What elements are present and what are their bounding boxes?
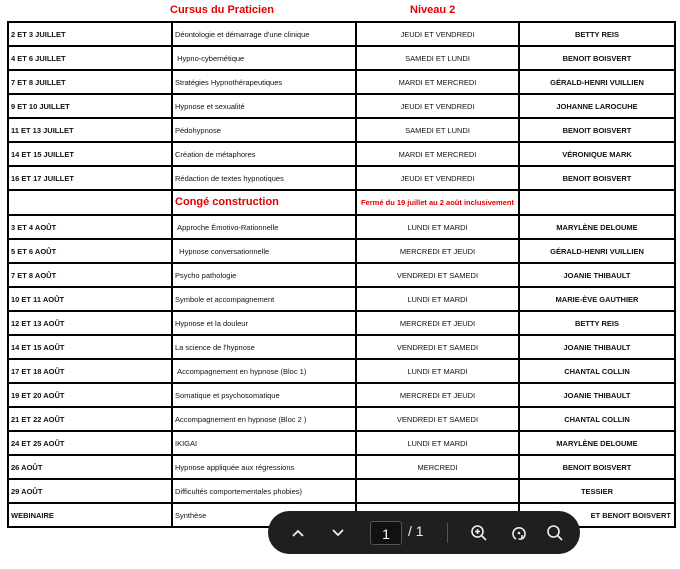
teacher-cell: VÉRONIQUE MARK [519, 142, 675, 166]
course-cell: Symbole et accompagnement [172, 287, 356, 311]
date-cell: 7 ET 8 JUILLET [8, 70, 172, 94]
teacher-cell: MARYLÈNE DELOUME [519, 431, 675, 455]
course-cell: Stratégies Hypnothérapeutiques [172, 70, 356, 94]
course-cell: Hypnose conversationnelle [172, 239, 356, 263]
date-cell: 29 AOÛT [8, 479, 172, 503]
schedule-table [7, 21, 676, 528]
date-cell: 7 ET 8 AOÛT [8, 263, 172, 287]
teacher-cell: BENOIT BOISVERT [519, 118, 675, 142]
course-cell: Création de métaphores [172, 142, 356, 166]
date-cell: 21 ET 22 AOÛT [8, 407, 172, 431]
zoom-in-icon[interactable] [468, 521, 490, 545]
date-cell: 2 ET 3 JUILLET [8, 22, 172, 46]
date-cell: 26 AOÛT [8, 455, 172, 479]
teacher-cell: BETTY REIS [519, 311, 675, 335]
page-total: / 1 [408, 523, 424, 539]
days-cell: VENDREDI ET SAMEDI [356, 263, 519, 287]
date-cell: 19 ET 20 AOÛT [8, 383, 172, 407]
days-cell: JEUDI ET VENDREDI [356, 22, 519, 46]
rotate-icon[interactable] [508, 521, 530, 545]
days-cell: VENDREDI ET SAMEDI [356, 407, 519, 431]
date-cell: 14 ET 15 JUILLET [8, 142, 172, 166]
table-row [8, 335, 675, 359]
table-row [8, 455, 675, 479]
date-cell: 24 ET 25 AOÛT [8, 431, 172, 455]
date-cell: WEBINAIRE [8, 503, 172, 527]
teacher-cell: CHANTAL COLLIN [519, 359, 675, 383]
date-cell: 9 ET 10 JUILLET [8, 94, 172, 118]
days-cell: MARDI ET MERCREDI [356, 70, 519, 94]
course-cell: Synthèse [172, 503, 356, 527]
teacher-cell: BENOIT BOISVERT [519, 46, 675, 70]
teacher-cell: GÉRALD-HENRI VUILLIEN [519, 239, 675, 263]
document-title: Cursus du Praticien [170, 4, 274, 16]
date-cell: 16 ET 17 JUILLET [8, 166, 172, 190]
course-cell: La science de l'hypnose [172, 335, 356, 359]
date-cell: 4 ET 6 JUILLET [8, 46, 172, 70]
teacher-cell [519, 190, 675, 215]
course-cell: Congé construction [172, 190, 356, 215]
course-cell: Accompagnement en hypnose (Bloc 2 ) [172, 407, 356, 431]
teacher-cell: GÉRALD-HENRI VUILLIEN [519, 70, 675, 94]
chevron-up-icon[interactable] [288, 521, 308, 545]
teacher-cell: TESSIER [519, 479, 675, 503]
days-cell: LUNDI ET MARDI [356, 359, 519, 383]
days-cell: MARDI ET MERCREDI [356, 142, 519, 166]
teacher-cell: BENOIT BOISVERT [519, 455, 675, 479]
search-icon[interactable] [544, 521, 566, 545]
days-cell: VENDREDI ET SAMEDI [356, 335, 519, 359]
teacher-cell: ET BENOIT BOISVERT [519, 503, 675, 527]
table-row [8, 311, 675, 335]
days-cell: SAMEDI ET LUNDI [356, 46, 519, 70]
table-row [8, 287, 675, 311]
teacher-cell: JOANIE THIBAULT [519, 263, 675, 287]
chevron-down-icon[interactable] [328, 521, 348, 545]
date-cell: 14 ET 15 AOÛT [8, 335, 172, 359]
course-cell: Déontologie et démarrage d'une clinique [172, 22, 356, 46]
teacher-cell: MARIE-ÈVE GAUTHIER [519, 287, 675, 311]
course-cell: Rédaction de textes hypnotiques [172, 166, 356, 190]
course-cell: Accompagnement en hypnose (Bloc 1) [172, 359, 356, 383]
teacher-cell: CHANTAL COLLIN [519, 407, 675, 431]
table-row [8, 118, 675, 142]
table-row [8, 215, 675, 239]
date-cell [8, 190, 172, 215]
days-cell: MERCREDI ET JEUDI [356, 383, 519, 407]
days-cell: MERCREDI ET JEUDI [356, 311, 519, 335]
table-row [8, 383, 675, 407]
days-cell: Fermé du 19 juillet au 2 août inclusivement [356, 190, 519, 215]
teacher-cell: MARYLÈNE DELOUME [519, 215, 675, 239]
date-cell: 17 ET 18 AOÛT [8, 359, 172, 383]
table-row [8, 94, 675, 118]
table-row [8, 142, 675, 166]
level-label: Niveau 2 [410, 4, 456, 16]
teacher-cell: BETTY REIS [519, 22, 675, 46]
table-row [8, 166, 675, 190]
date-cell: 12 ET 13 AOÛT [8, 311, 172, 335]
days-cell: JEUDI ET VENDREDI [356, 94, 519, 118]
date-cell: 11 ET 13 JUILLET [8, 118, 172, 142]
course-cell: Approche Émotivo-Rationnelle [172, 215, 356, 239]
table-row [8, 431, 675, 455]
days-cell: LUNDI ET MARDI [356, 215, 519, 239]
teacher-cell: BENOIT BOISVERT [519, 166, 675, 190]
days-cell: MERCREDI [356, 455, 519, 479]
table-row [8, 407, 675, 431]
course-cell: Somatique et psychosomatique [172, 383, 356, 407]
table-row [8, 22, 675, 46]
holiday-row [8, 190, 675, 215]
course-cell: Hypno-cybernétique [172, 46, 356, 70]
divider [447, 523, 448, 543]
course-cell: Hypnose appliquée aux régressions [172, 455, 356, 479]
days-cell: JEUDI ET VENDREDI [356, 166, 519, 190]
course-cell: Pédohypnose [172, 118, 356, 142]
table-row [8, 359, 675, 383]
pdf-toolbar [268, 511, 580, 554]
table-row [8, 479, 675, 503]
course-cell: Psycho pathologie [172, 263, 356, 287]
days-cell: LUNDI ET MARDI [356, 287, 519, 311]
days-cell: SAMEDI ET LUNDI [356, 118, 519, 142]
table-row [8, 70, 675, 94]
table-row [8, 46, 675, 70]
teacher-cell: JOHANNE LAROCUHE [519, 94, 675, 118]
date-cell: 3 ET 4 AOÛT [8, 215, 172, 239]
date-cell: 10 ET 11 AOÛT [8, 287, 172, 311]
teacher-cell: JOANIE THIBAULT [519, 383, 675, 407]
teacher-cell: JOANIE THIBAULT [519, 335, 675, 359]
course-cell: Difficultés comportementales phobies) [172, 479, 356, 503]
table-row [8, 263, 675, 287]
date-cell: 5 ET 6 AOÛT [8, 239, 172, 263]
days-cell: LUNDI ET MARDI [356, 431, 519, 455]
days-cell: MERCREDI ET JEUDI [356, 239, 519, 263]
table-row [8, 239, 675, 263]
course-cell: Hypnose et sexualité [172, 94, 356, 118]
days-cell [356, 479, 519, 503]
page-number-input[interactable]: 1 [370, 521, 402, 545]
course-cell: IKIGAI [172, 431, 356, 455]
course-cell: Hypnose et la douleur [172, 311, 356, 335]
